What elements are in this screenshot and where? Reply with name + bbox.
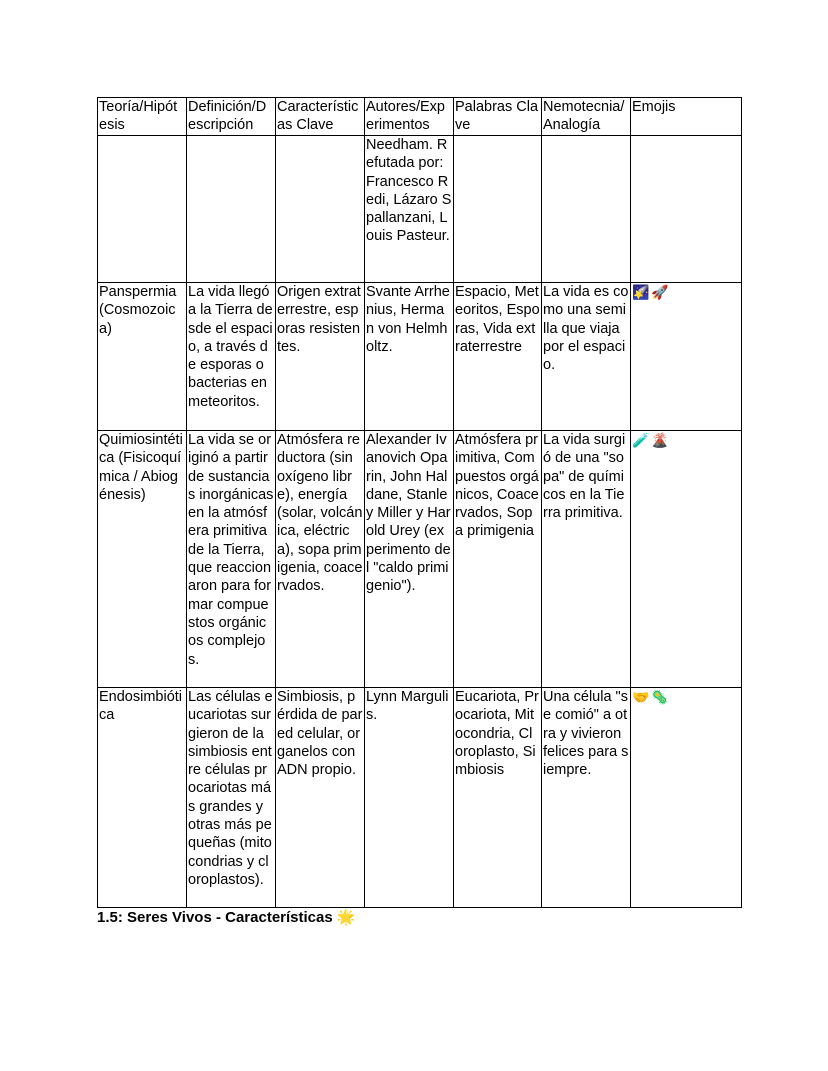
cell-definition — [187, 136, 276, 283]
table-row — [98, 136, 742, 283]
table-row — [98, 431, 742, 688]
cell-characteristics: Origen extraterrestre, esporas resistentes. — [276, 283, 365, 431]
header-emojis: Emojis — [631, 98, 742, 136]
cell-keywords: Atmósfera primitiva, Compuestos orgánicos, Coacervados, Sopa primigenia — [454, 431, 542, 688]
table-header-row — [98, 98, 742, 136]
table-row — [98, 283, 742, 431]
cell-authors: Lynn Margulis. — [365, 688, 454, 908]
cell-authors: Alexander Ivanovich Oparin, John Haldane, Stanley Miller y Harold Urey (experimento del "caldo primigenio"). — [365, 431, 454, 688]
cell-keywords: Eucariota, Procariota, Mitocondria, Cloroplasto, Simbiosis — [454, 688, 542, 908]
cell-authors: Needham. Refutada por: Francesco Redi, Lázaro Spallanzani, Louis Pasteur. — [365, 136, 454, 283]
cell-mnemonic: La vida surgió de una "sopa" de químicos en la Tierra primitiva. — [542, 431, 631, 688]
cell-characteristics — [276, 136, 365, 283]
sun-icon: 🌟 — [336, 909, 356, 926]
header-definition: Definición/Descripción — [187, 98, 276, 136]
cell-keywords — [454, 136, 542, 283]
cell-theory: Quimiosintética (Fisicoquímica / Abiogénesis) — [98, 431, 187, 688]
cell-authors: Svante Arrhenius, Herman von Helmholtz. — [365, 283, 454, 431]
cell-theory — [98, 136, 187, 283]
cell-emojis — [631, 136, 742, 283]
header-mnemonic: Nemotecnia/Analogía — [542, 98, 631, 136]
cell-mnemonic: Una célula "se comió" a otra y vivieron felices para siempre. — [542, 688, 631, 908]
cell-definition: La vida llegó a la Tierra desde el espacio, a través de esporas o bacterias en meteoritos. — [187, 283, 276, 431]
cell-theory: Endosimbiótica — [98, 688, 187, 908]
cell-definition: Las células eucariotas surgieron de la simbiosis entre células procariotas más grandes y otras más pequeñas (mitocondrias y cloroplastos). — [187, 688, 276, 908]
table-row — [98, 688, 742, 908]
cell-theory: Panspermia (Cosmozoica) — [98, 283, 187, 431]
header-authors: Autores/Experimentos — [365, 98, 454, 136]
cell-mnemonic: La vida es como una semilla que viaja por el espacio. — [542, 283, 631, 431]
section-heading-text: 1.5: Seres Vivos - Características — [97, 909, 333, 926]
cell-mnemonic — [542, 136, 631, 283]
header-keywords: Palabras Clave — [454, 98, 542, 136]
cell-keywords: Espacio, Meteoritos, Esporas, Vida extraterrestre — [454, 283, 542, 431]
header-theory: Teoría/Hipótesis — [98, 98, 187, 136]
cell-emojis: 🌠🚀 — [631, 283, 742, 431]
cell-emojis: 🧪🌋 — [631, 431, 742, 688]
cell-characteristics: Simbiosis, pérdida de pared celular, organelos con ADN propio. — [276, 688, 365, 908]
cell-definition: La vida se originó a partir de sustancias inorgánicas en la atmósfera primitiva de la Tierra, que reaccionaron para formar compuestos orgánicos complejos. — [187, 431, 276, 688]
cell-characteristics: Atmósfera reductora (sin oxígeno libre), energía (solar, volcánica, eléctrica), sopa primigenia, coacervados. — [276, 431, 365, 688]
cell-emojis: 🤝🦠 — [631, 688, 742, 908]
section-heading — [97, 908, 356, 926]
header-characteristics: Características Clave — [276, 98, 365, 136]
theory-table — [97, 97, 742, 908]
